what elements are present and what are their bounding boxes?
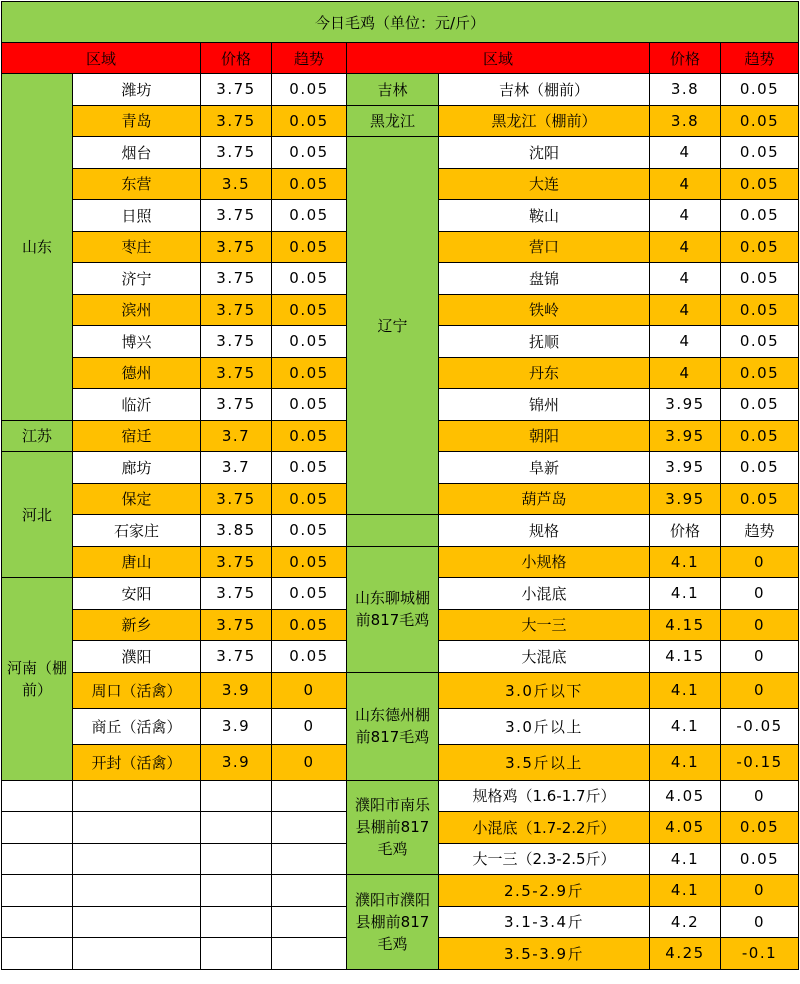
price-cell: 3.5 <box>201 168 272 200</box>
trend-cell: 0.05 <box>272 609 347 641</box>
trend-cell: 0 <box>721 641 799 673</box>
city-cell: 石家庄 <box>73 515 201 547</box>
price-cell: 4 <box>650 231 721 263</box>
city-cell: 东营 <box>73 168 201 200</box>
price-cell: 4 <box>650 326 721 358</box>
empty-cell <box>272 812 347 844</box>
city-cell: 济宁 <box>73 263 201 295</box>
trend-cell: 0.05 <box>721 231 799 263</box>
empty-cell <box>201 780 272 812</box>
spec-cell: 3.5斤以上 <box>439 744 650 780</box>
city-cell: 宿迁 <box>73 420 201 452</box>
city-cell: 枣庄 <box>73 231 201 263</box>
trend-cell: 0.05 <box>721 452 799 484</box>
trend-cell: 0 <box>272 672 347 708</box>
trend-cell: 0.05 <box>721 812 799 844</box>
trend-cell: 0 <box>721 578 799 610</box>
trend-cell: 0.05 <box>272 389 347 421</box>
spec-header-blank <box>347 515 439 547</box>
trend-cell: 0.05 <box>721 389 799 421</box>
trend-cell: 0.05 <box>721 168 799 200</box>
city-cell: 营口 <box>439 231 650 263</box>
price-cell: 4 <box>650 137 721 169</box>
price-cell: 4.15 <box>650 609 721 641</box>
price-cell: 4.15 <box>650 641 721 673</box>
city-cell: 德州 <box>73 357 201 389</box>
city-cell: 廊坊 <box>73 452 201 484</box>
city-cell: 安阳 <box>73 578 201 610</box>
price-cell: 4.1 <box>650 578 721 610</box>
trend-cell: 0.05 <box>272 105 347 137</box>
price-cell: 3.75 <box>201 578 272 610</box>
price-cell: 3.8 <box>650 105 721 137</box>
trend-cell: 0.05 <box>272 420 347 452</box>
price-cell: 3.75 <box>201 483 272 515</box>
empty-cell <box>2 843 73 875</box>
price-cell: 3.75 <box>201 357 272 389</box>
trend-cell: 0 <box>721 672 799 708</box>
price-cell: 4.2 <box>650 906 721 938</box>
price-cell: 4 <box>650 200 721 232</box>
spec-cell: 3.0斤以下 <box>439 672 650 708</box>
province-henan: 河南（棚前） <box>2 578 73 781</box>
spec-header-trend: 趋势 <box>721 515 799 547</box>
trend-cell: 0.05 <box>272 263 347 295</box>
header-trend: 趋势 <box>721 43 799 74</box>
city-cell: 盘锦 <box>439 263 650 295</box>
price-cell: 3.95 <box>650 420 721 452</box>
trend-cell: 0 <box>721 875 799 907</box>
empty-cell <box>201 906 272 938</box>
price-cell: 3.75 <box>201 609 272 641</box>
trend-cell: 0.05 <box>272 357 347 389</box>
price-cell: 3.85 <box>201 515 272 547</box>
price-cell: 4 <box>650 357 721 389</box>
city-cell: 潍坊 <box>73 74 201 106</box>
price-cell: 3.75 <box>201 74 272 106</box>
spec-cell: 小规格 <box>439 546 650 578</box>
city-cell: 葫芦岛 <box>439 483 650 515</box>
city-cell: 沈阳 <box>439 137 650 169</box>
city-cell: 博兴 <box>73 326 201 358</box>
city-cell: 保定 <box>73 483 201 515</box>
empty-cell <box>272 780 347 812</box>
city-cell: 开封（活禽） <box>73 744 201 780</box>
spec-header-spec: 规格 <box>439 515 650 547</box>
empty-cell <box>201 843 272 875</box>
empty-cell <box>201 875 272 907</box>
city-cell: 抚顺 <box>439 326 650 358</box>
trend-cell: -0.1 <box>721 938 799 970</box>
trend-cell: 0.05 <box>721 294 799 326</box>
trend-cell: 0.05 <box>272 578 347 610</box>
trend-cell: 0.05 <box>272 326 347 358</box>
city-cell: 烟台 <box>73 137 201 169</box>
trend-cell: 0.05 <box>272 483 347 515</box>
trend-cell: 0.05 <box>721 137 799 169</box>
spec-cell: 3.5-3.9斤 <box>439 938 650 970</box>
city-cell: 日照 <box>73 200 201 232</box>
trend-cell: 0.05 <box>272 641 347 673</box>
price-cell: 4 <box>650 263 721 295</box>
trend-cell: -0.15 <box>721 744 799 780</box>
trend-cell: 0.05 <box>721 326 799 358</box>
trend-cell: 0.05 <box>272 515 347 547</box>
price-table <box>1 1 799 970</box>
empty-cell <box>272 843 347 875</box>
city-cell: 大连 <box>439 168 650 200</box>
province-heilongjiang: 黑龙江 <box>347 105 439 137</box>
empty-cell <box>201 938 272 970</box>
trend-cell: 0 <box>272 744 347 780</box>
trend-cell: 0.05 <box>721 357 799 389</box>
trend-cell: 0.05 <box>272 294 347 326</box>
price-cell: 4 <box>650 294 721 326</box>
province-hebei: 河北 <box>2 452 73 578</box>
spec-cell: 小混底（1.7-2.2斤） <box>439 812 650 844</box>
city-cell: 锦州 <box>439 389 650 421</box>
trend-cell: 0.05 <box>721 200 799 232</box>
header-trend: 趋势 <box>272 43 347 74</box>
price-cell: 3.75 <box>201 326 272 358</box>
city-cell: 青岛 <box>73 105 201 137</box>
empty-cell <box>2 875 73 907</box>
price-cell: 3.95 <box>650 389 721 421</box>
price-cell: 4.05 <box>650 812 721 844</box>
spec-cell: 3.0斤以上 <box>439 708 650 744</box>
empty-cell <box>73 938 201 970</box>
empty-cell <box>2 906 73 938</box>
empty-cell <box>2 938 73 970</box>
province-jilin: 吉林 <box>347 74 439 106</box>
header-price: 价格 <box>201 43 272 74</box>
spec-cell: 3.1-3.4斤 <box>439 906 650 938</box>
city-cell: 吉林（棚前） <box>439 74 650 106</box>
price-cell: 3.75 <box>201 137 272 169</box>
trend-cell: 0.05 <box>721 483 799 515</box>
header-price: 价格 <box>650 43 721 74</box>
trend-cell: 0 <box>721 906 799 938</box>
price-cell: 3.9 <box>201 744 272 780</box>
empty-cell <box>2 812 73 844</box>
price-cell: 4.1 <box>650 708 721 744</box>
trend-cell: 0.05 <box>721 843 799 875</box>
trend-cell: 0 <box>721 546 799 578</box>
city-cell: 阜新 <box>439 452 650 484</box>
price-cell: 4 <box>650 168 721 200</box>
trend-cell: 0.05 <box>272 546 347 578</box>
spec-cell: 规格鸡（1.6-1.7斤） <box>439 780 650 812</box>
price-cell: 3.75 <box>201 389 272 421</box>
price-cell: 3.75 <box>201 105 272 137</box>
spec-header-price: 价格 <box>650 515 721 547</box>
price-cell: 4.1 <box>650 744 721 780</box>
trend-cell: -0.05 <box>721 708 799 744</box>
header-region: 区域 <box>347 43 650 74</box>
trend-cell: 0.05 <box>721 420 799 452</box>
trend-cell: 0.05 <box>272 137 347 169</box>
empty-cell <box>2 780 73 812</box>
price-cell: 3.75 <box>201 263 272 295</box>
province-liaoning: 辽宁 <box>347 137 439 515</box>
trend-cell: 0.05 <box>721 74 799 106</box>
price-cell: 4.1 <box>650 875 721 907</box>
province-jiangsu: 江苏 <box>2 420 73 452</box>
city-cell: 商丘（活禽） <box>73 708 201 744</box>
trend-cell: 0.05 <box>272 74 347 106</box>
empty-cell <box>201 812 272 844</box>
price-cell: 3.75 <box>201 641 272 673</box>
price-cell: 4.1 <box>650 546 721 578</box>
trend-cell: 0 <box>272 708 347 744</box>
city-cell: 唐山 <box>73 546 201 578</box>
empty-cell <box>272 906 347 938</box>
trend-cell: 0.05 <box>272 168 347 200</box>
city-cell: 濮阳 <box>73 641 201 673</box>
empty-cell <box>272 875 347 907</box>
city-cell: 铁岭 <box>439 294 650 326</box>
price-cell: 3.7 <box>201 420 272 452</box>
trend-cell: 0.05 <box>272 452 347 484</box>
price-cell: 3.95 <box>650 483 721 515</box>
empty-cell <box>73 780 201 812</box>
price-cell: 3.8 <box>650 74 721 106</box>
empty-cell <box>73 843 201 875</box>
price-cell: 4.1 <box>650 843 721 875</box>
price-cell: 3.7 <box>201 452 272 484</box>
empty-cell <box>272 938 347 970</box>
region-dezhou: 山东德州棚前817毛鸡 <box>347 672 439 780</box>
price-cell: 4.25 <box>650 938 721 970</box>
city-cell: 丹东 <box>439 357 650 389</box>
price-cell: 3.9 <box>201 672 272 708</box>
trend-cell: 0 <box>721 609 799 641</box>
price-cell: 4.05 <box>650 780 721 812</box>
price-cell: 3.75 <box>201 200 272 232</box>
trend-cell: 0 <box>721 780 799 812</box>
trend-cell: 0.05 <box>272 231 347 263</box>
price-cell: 3.75 <box>201 294 272 326</box>
region-liaocheng: 山东聊城棚前817毛鸡 <box>347 546 439 672</box>
price-cell: 3.9 <box>201 708 272 744</box>
city-cell: 黑龙江（棚前） <box>439 105 650 137</box>
spec-cell: 2.5-2.9斤 <box>439 875 650 907</box>
city-cell: 滨州 <box>73 294 201 326</box>
trend-cell: 0.05 <box>721 263 799 295</box>
empty-cell <box>73 906 201 938</box>
trend-cell: 0.05 <box>272 200 347 232</box>
empty-cell <box>73 875 201 907</box>
city-cell: 周口（活禽） <box>73 672 201 708</box>
trend-cell: 0.05 <box>721 105 799 137</box>
city-cell: 鞍山 <box>439 200 650 232</box>
city-cell: 新乡 <box>73 609 201 641</box>
city-cell: 临沂 <box>73 389 201 421</box>
region-nanle: 濮阳市南乐县棚前817毛鸡 <box>347 780 439 875</box>
region-puyang: 濮阳市濮阳县棚前817毛鸡 <box>347 875 439 970</box>
price-cell: 3.95 <box>650 452 721 484</box>
spec-cell: 小混底 <box>439 578 650 610</box>
sheet-title: 今日毛鸡（单位：元/斤） <box>2 2 799 43</box>
spec-cell: 大混底 <box>439 641 650 673</box>
price-cell: 4.1 <box>650 672 721 708</box>
province-shandong: 山东 <box>2 74 73 421</box>
price-cell: 3.75 <box>201 231 272 263</box>
spec-cell: 大一三（2.3-2.5斤） <box>439 843 650 875</box>
header-region: 区域 <box>2 43 201 74</box>
price-cell: 3.75 <box>201 546 272 578</box>
empty-cell <box>73 812 201 844</box>
spec-cell: 大一三 <box>439 609 650 641</box>
city-cell: 朝阳 <box>439 420 650 452</box>
